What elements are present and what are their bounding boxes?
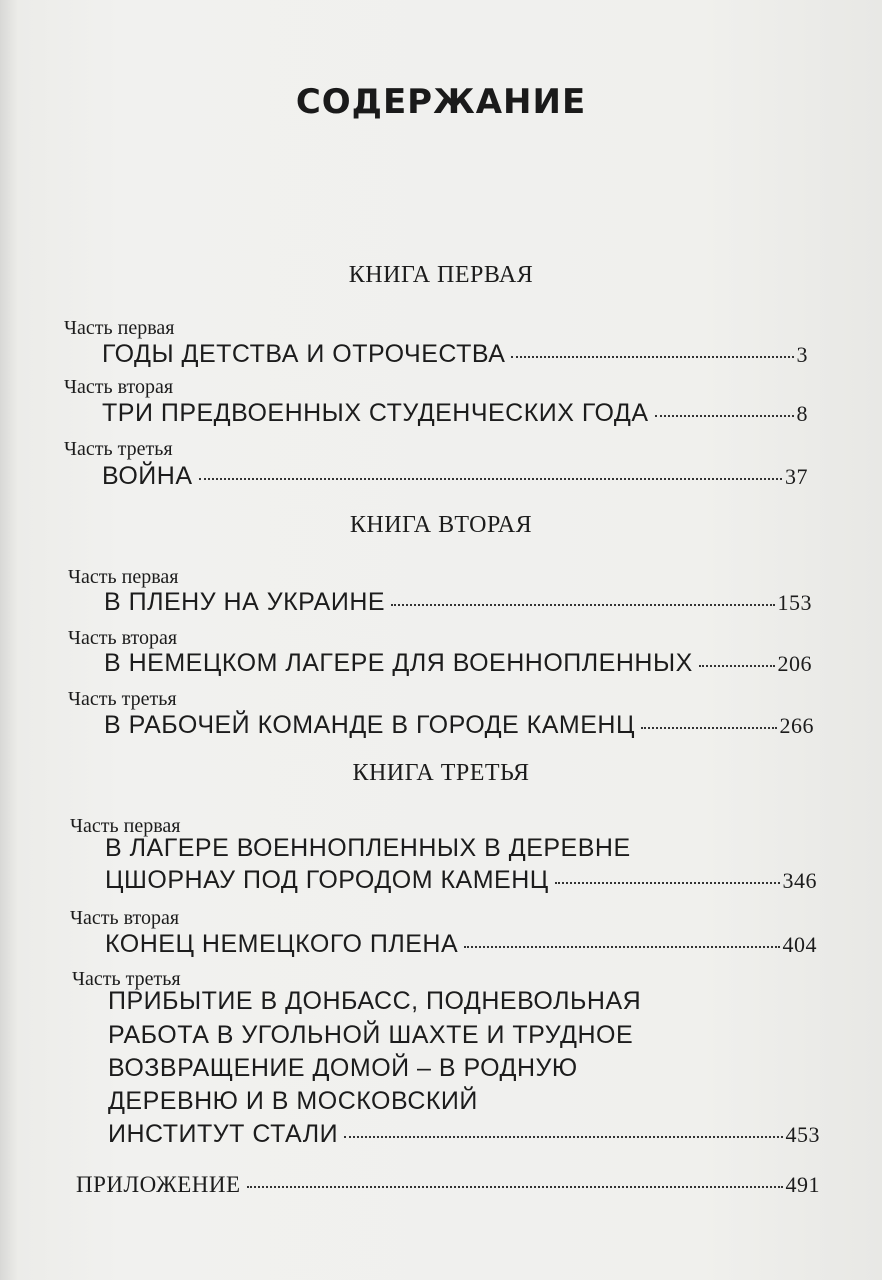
toc-page-number: 404 bbox=[782, 932, 817, 957]
book-heading-3: КНИГА ТРЕТЬЯ bbox=[352, 760, 530, 786]
part-label: Часть первая bbox=[68, 566, 179, 588]
book-heading-1: КНИГА ПЕРВАЯ bbox=[348, 262, 534, 288]
toc-page-number: 453 bbox=[785, 1122, 820, 1147]
toc-entry[interactable] bbox=[102, 340, 808, 369]
toc-entry[interactable] bbox=[105, 866, 817, 895]
part-label: Часть вторая bbox=[68, 627, 178, 649]
toc-entry[interactable] bbox=[108, 1120, 820, 1149]
toc-entry[interactable] bbox=[102, 399, 808, 428]
toc-page-number: 266 bbox=[779, 713, 814, 738]
toc-entry-title: ВОЙНА bbox=[102, 462, 193, 490]
toc-page-number: 346 bbox=[782, 868, 817, 893]
toc-entry-appendix[interactable] bbox=[76, 1172, 820, 1198]
toc-entry-title: ПРИЛОЖЕНИЕ bbox=[76, 1172, 241, 1197]
toc-entry-title: В РАБОЧЕЙ КОМАНДЕ В ГОРОДЕ КАМЕНЦ bbox=[104, 711, 635, 739]
page-title: СОДЕРЖАНИЕ bbox=[295, 82, 587, 122]
toc-entry-title: В ПЛЕНУ НА УКРАИНЕ bbox=[104, 588, 386, 616]
part-label: Часть вторая bbox=[70, 907, 180, 929]
toc-page-number: 491 bbox=[785, 1172, 820, 1197]
dot-leader bbox=[511, 356, 793, 358]
dot-leader bbox=[699, 665, 775, 667]
part-label: Часть третья bbox=[64, 438, 173, 460]
dot-leader bbox=[555, 882, 780, 884]
dot-leader bbox=[199, 478, 783, 480]
dot-leader bbox=[655, 415, 794, 417]
toc-page-number: 37 bbox=[785, 464, 808, 489]
toc-entry-title: ГОДЫ ДЕТСТВА И ОТРОЧЕСТВА bbox=[102, 340, 506, 368]
part-label: Часть вторая bbox=[64, 376, 174, 398]
toc-page-number: 153 bbox=[777, 590, 812, 615]
dot-leader bbox=[247, 1186, 783, 1188]
toc-page-number: 8 bbox=[796, 401, 808, 426]
toc-entry-title: ЦШОРНАУ ПОД ГОРОДОМ КАМЕНЦ bbox=[105, 866, 549, 894]
toc-entry[interactable] bbox=[104, 588, 812, 617]
part-label: Часть первая bbox=[70, 815, 181, 837]
toc-entry[interactable] bbox=[105, 930, 817, 959]
dot-leader bbox=[391, 604, 774, 606]
part-label: Часть третья bbox=[68, 688, 177, 710]
toc-entry-title-line: РАБОТА В УГОЛЬНОЙ ШАХТЕ И ТРУДНОЕ bbox=[108, 1021, 634, 1049]
dot-leader bbox=[641, 727, 777, 729]
toc-entry-title-line: ВОЗВРАЩЕНИЕ ДОМОЙ – В РОДНУЮ bbox=[108, 1054, 578, 1082]
dot-leader bbox=[464, 946, 779, 948]
toc-page-number: 206 bbox=[777, 651, 812, 676]
toc-entry-title: ИНСТИТУТ СТАЛИ bbox=[108, 1120, 339, 1148]
toc-entry-title: В НЕМЕЦКОМ ЛАГЕРЕ ДЛЯ ВОЕННОПЛЕННЫХ bbox=[104, 649, 693, 677]
toc-entry-title-line: ПРИБЫТИЕ В ДОНБАСС, ПОДНЕВОЛЬНАЯ bbox=[108, 987, 642, 1015]
toc-entry-title-line: В ЛАГЕРЕ ВОЕННОПЛЕННЫХ В ДЕРЕВНЕ bbox=[105, 834, 631, 862]
part-label: Часть первая bbox=[64, 317, 175, 339]
part-label: Часть третья bbox=[72, 968, 181, 990]
toc-entry-title-line: ДЕРЕВНЮ И В МОСКОВСКИЙ bbox=[108, 1087, 478, 1115]
toc-entry[interactable] bbox=[104, 649, 812, 678]
dot-leader bbox=[344, 1136, 782, 1138]
toc-entry-title: ТРИ ПРЕДВОЕННЫХ СТУДЕНЧЕСКИХ ГОДА bbox=[102, 399, 649, 427]
toc-entry[interactable] bbox=[104, 711, 814, 740]
toc-page-number: 3 bbox=[796, 342, 808, 367]
book-heading-2: КНИГА ВТОРАЯ bbox=[349, 512, 533, 538]
toc-entry-title: КОНЕЦ НЕМЕЦКОГО ПЛЕНА bbox=[105, 930, 459, 958]
toc-entry[interactable] bbox=[102, 462, 808, 491]
